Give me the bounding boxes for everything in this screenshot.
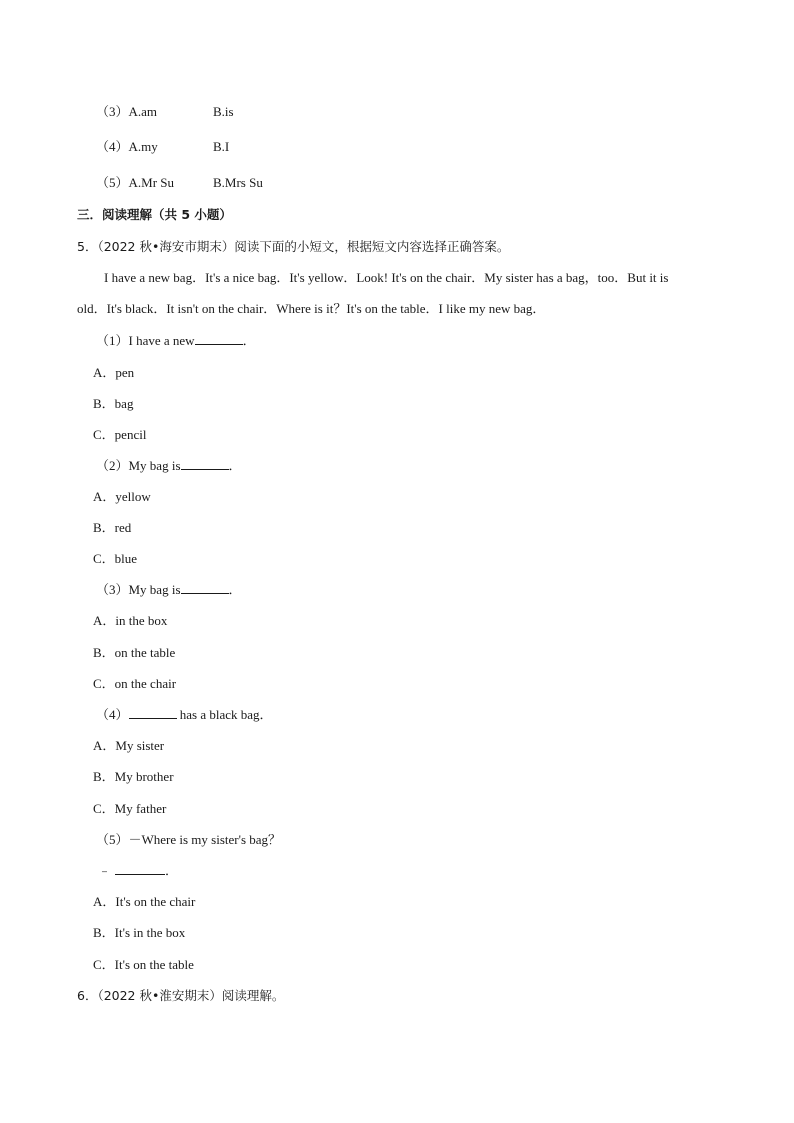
question-number: （5） bbox=[96, 175, 129, 190]
dash: ﹣ bbox=[98, 863, 112, 878]
choice: C．blue bbox=[93, 551, 138, 566]
sub-question-text: （1）I have a new bbox=[96, 333, 195, 348]
choice: C．pencil bbox=[93, 427, 147, 442]
choice: B．It's in the box bbox=[93, 925, 186, 940]
choice: C．on the chair bbox=[93, 676, 177, 691]
choice: A．yellow bbox=[93, 489, 151, 504]
answer-line bbox=[98, 862, 178, 880]
option-b: B.Mrs Su bbox=[213, 175, 263, 190]
option-row bbox=[96, 138, 158, 156]
option-a: A.my bbox=[128, 139, 158, 154]
sub-question bbox=[96, 581, 242, 599]
answer-blank bbox=[181, 457, 229, 470]
choice: C．My father bbox=[93, 801, 167, 816]
sub-question: （5）－Where is my sister's bag？ bbox=[96, 832, 282, 847]
option-row bbox=[96, 103, 157, 121]
passage-line: old．It's black．It isn't on the chair．Where is it？It's on the table．I like my new bag． bbox=[77, 301, 546, 316]
sub-question-text: （3）My bag is bbox=[96, 582, 181, 597]
option-b: B.is bbox=[213, 104, 234, 119]
question-number: （3） bbox=[96, 104, 129, 119]
answer-blank bbox=[115, 862, 165, 875]
choice: B．red bbox=[93, 520, 132, 535]
answer-blank bbox=[181, 581, 229, 594]
answer-blank bbox=[195, 332, 243, 345]
question-stem: 6．（2022 秋•淮安期末）阅读理解。 bbox=[77, 988, 285, 1003]
sub-question-text: （4） bbox=[96, 707, 129, 722]
sub-question-end: ． bbox=[165, 863, 179, 878]
choice: B．on the table bbox=[93, 645, 176, 660]
sub-question-text: （2）My bag is bbox=[96, 458, 181, 473]
sub-question-end: ． bbox=[228, 458, 242, 473]
sub-question bbox=[96, 332, 256, 350]
question-number: （4） bbox=[96, 139, 129, 154]
choice: A．pen bbox=[93, 365, 135, 380]
section-heading: 三．阅读理解（共 5 小题） bbox=[77, 207, 232, 222]
choice: A．in the box bbox=[93, 613, 168, 628]
option-row bbox=[96, 174, 174, 192]
choice: A．My sister bbox=[93, 738, 165, 753]
choice: C．It's on the table bbox=[93, 957, 194, 972]
sub-question-end: ． bbox=[242, 333, 256, 348]
option-a: A.Mr Su bbox=[128, 175, 175, 190]
choice: B．bag bbox=[93, 396, 134, 411]
choice: A．It's on the chair bbox=[93, 894, 196, 909]
sub-question-end: ． bbox=[228, 582, 242, 597]
question-stem: 5．（2022 秋•海安市期末）阅读下面的小短文，根据短文内容选择正确答案。 bbox=[77, 239, 510, 254]
option-b: B.I bbox=[213, 139, 230, 154]
option-a: A.am bbox=[128, 104, 158, 119]
answer-blank bbox=[129, 706, 177, 719]
sub-question-end: has a black bag． bbox=[176, 707, 273, 722]
choice: B．My brother bbox=[93, 769, 174, 784]
passage-line: I have a new bag．It's a nice bag．It's yellow．Look! It's on the chair．My sister has a bag，too．But it is bbox=[104, 270, 669, 285]
sub-question bbox=[96, 457, 242, 475]
sub-question bbox=[96, 706, 273, 724]
